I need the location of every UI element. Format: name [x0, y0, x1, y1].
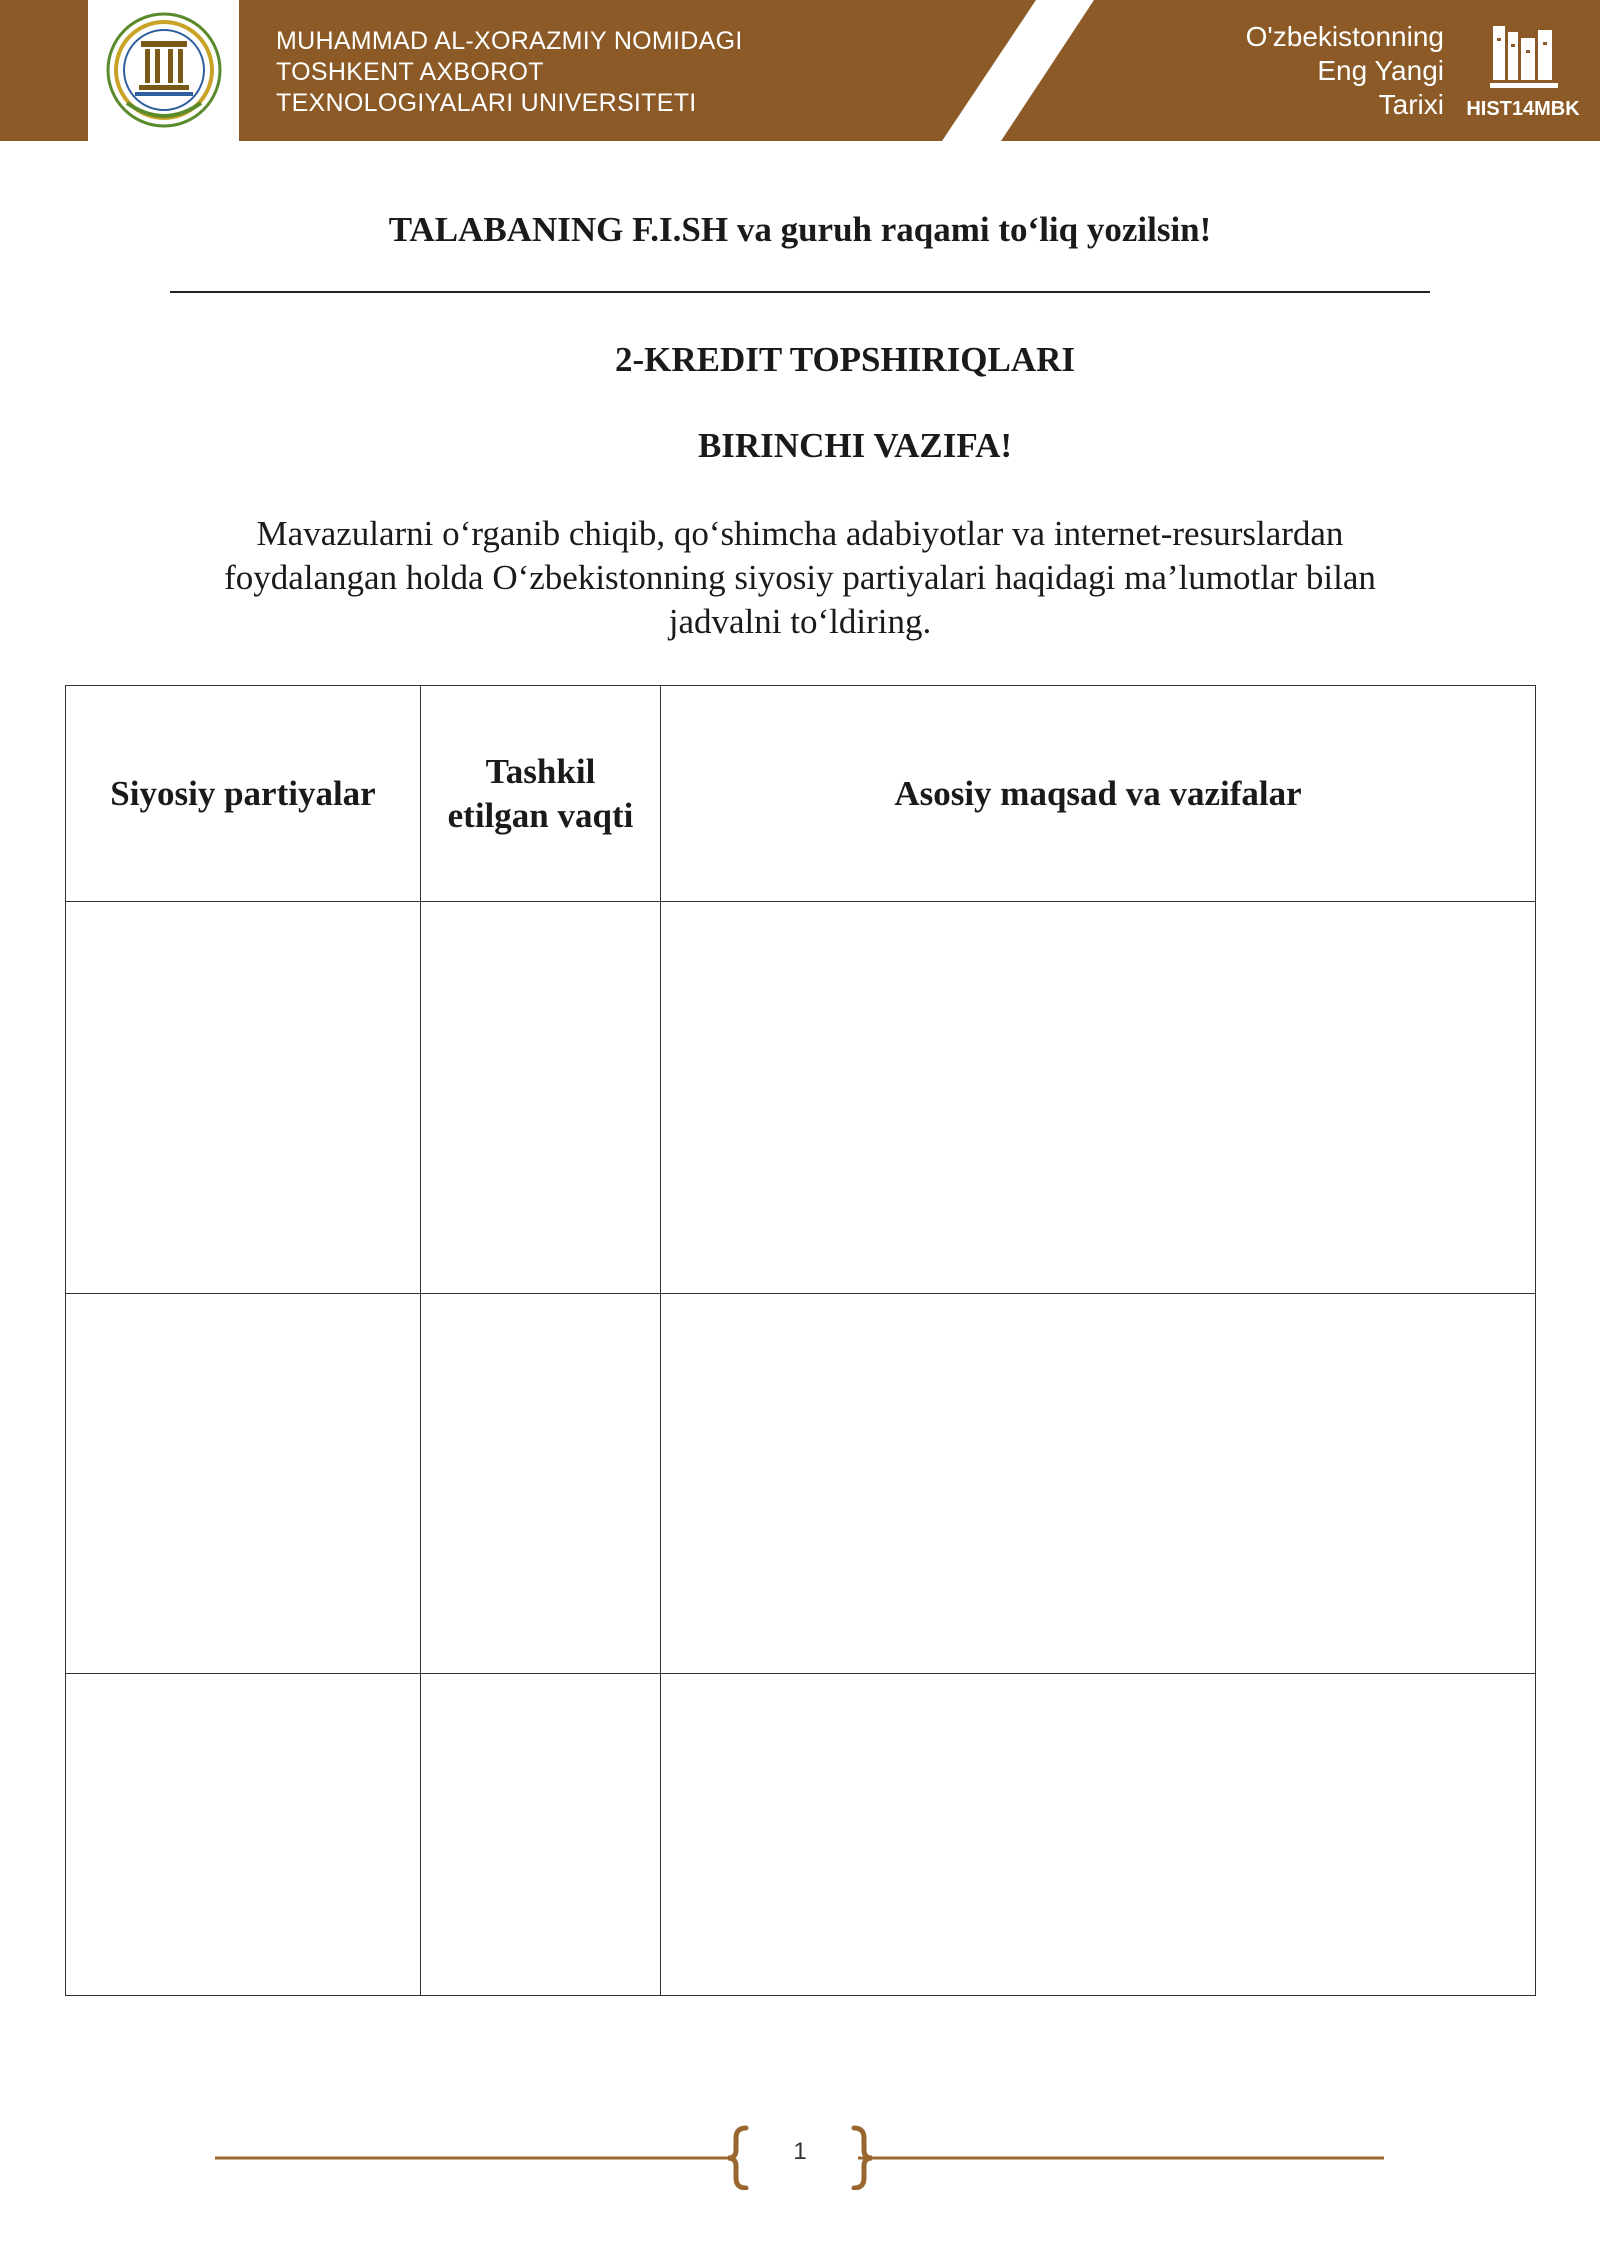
section-heading: 2-KREDIT TOPSHIRIQLARI	[615, 340, 1075, 379]
table-cell-founded[interactable]	[421, 1674, 661, 1996]
column-header-parties-text: Siyosiy partiyalar	[110, 773, 376, 813]
column-header-parties	[66, 686, 421, 902]
column-header-goals	[661, 686, 1536, 902]
student-instruction: TALABANING F.I.SH va guruh raqami to‘liq yozilsin!	[388, 210, 1212, 249]
university-name	[276, 26, 743, 119]
table-row	[66, 1674, 1536, 1996]
name-write-line	[170, 291, 1430, 293]
task-description-line-2: foydalangan holda O‘zbekistonning siyosiy partiyalari haqidagi ma’lumotlar bilan	[224, 558, 1376, 597]
task-description-line-1: Mavazularni o‘rganib chiqib, qo‘shimcha adabiyotlar va internet-resurslardan	[256, 514, 1344, 553]
course-title-line-1: O'zbekistonning	[1245, 21, 1444, 52]
parties-table	[65, 685, 1536, 1996]
table-row	[66, 902, 1536, 1294]
course-title	[1246, 20, 1444, 122]
course-title-line-3: Tarixi	[1378, 89, 1444, 120]
university-seal-icon	[105, 11, 223, 129]
column-header-founded-line-2: etilgan vaqti	[447, 795, 634, 835]
column-header-goals-text: Asosiy maqsad va vazifalar	[894, 773, 1302, 813]
university-name-line-1: MUHAMMAD AL-XORAZMIY NOMIDAGI	[276, 27, 743, 55]
table-cell-party[interactable]	[66, 902, 421, 1294]
table-cell-goals[interactable]	[661, 1674, 1536, 1996]
table-header-row	[66, 686, 1536, 902]
logo-container	[88, 0, 239, 141]
page-footer	[0, 2120, 1600, 2190]
table-cell-goals[interactable]	[661, 902, 1536, 1294]
page-number: 1	[793, 2138, 807, 2165]
page-header	[0, 0, 1600, 141]
column-header-founded-line-1: Tashkil	[485, 751, 596, 791]
table-cell-party[interactable]	[66, 1294, 421, 1674]
university-name-line-3: TEXNOLOGIYALARI UNIVERSITETI	[276, 89, 697, 117]
task-description-line-3: jadvalni to‘ldiring.	[668, 602, 932, 641]
table-cell-founded[interactable]	[421, 902, 661, 1294]
table-cell-party[interactable]	[66, 1674, 421, 1996]
task-heading: BIRINCHI VAZIFA!	[697, 426, 1013, 465]
table-cell-goals[interactable]	[661, 1294, 1536, 1674]
table-cell-founded[interactable]	[421, 1294, 661, 1674]
table-row	[66, 1294, 1536, 1674]
task-description	[160, 512, 1440, 644]
university-name-line-2: TOSHKENT AXBOROT	[276, 58, 544, 86]
course-title-line-2: Eng Yangi	[1317, 55, 1444, 86]
books-icon	[1490, 24, 1558, 90]
column-header-founded	[421, 686, 661, 902]
course-code: HIST14MBK	[1466, 98, 1580, 120]
